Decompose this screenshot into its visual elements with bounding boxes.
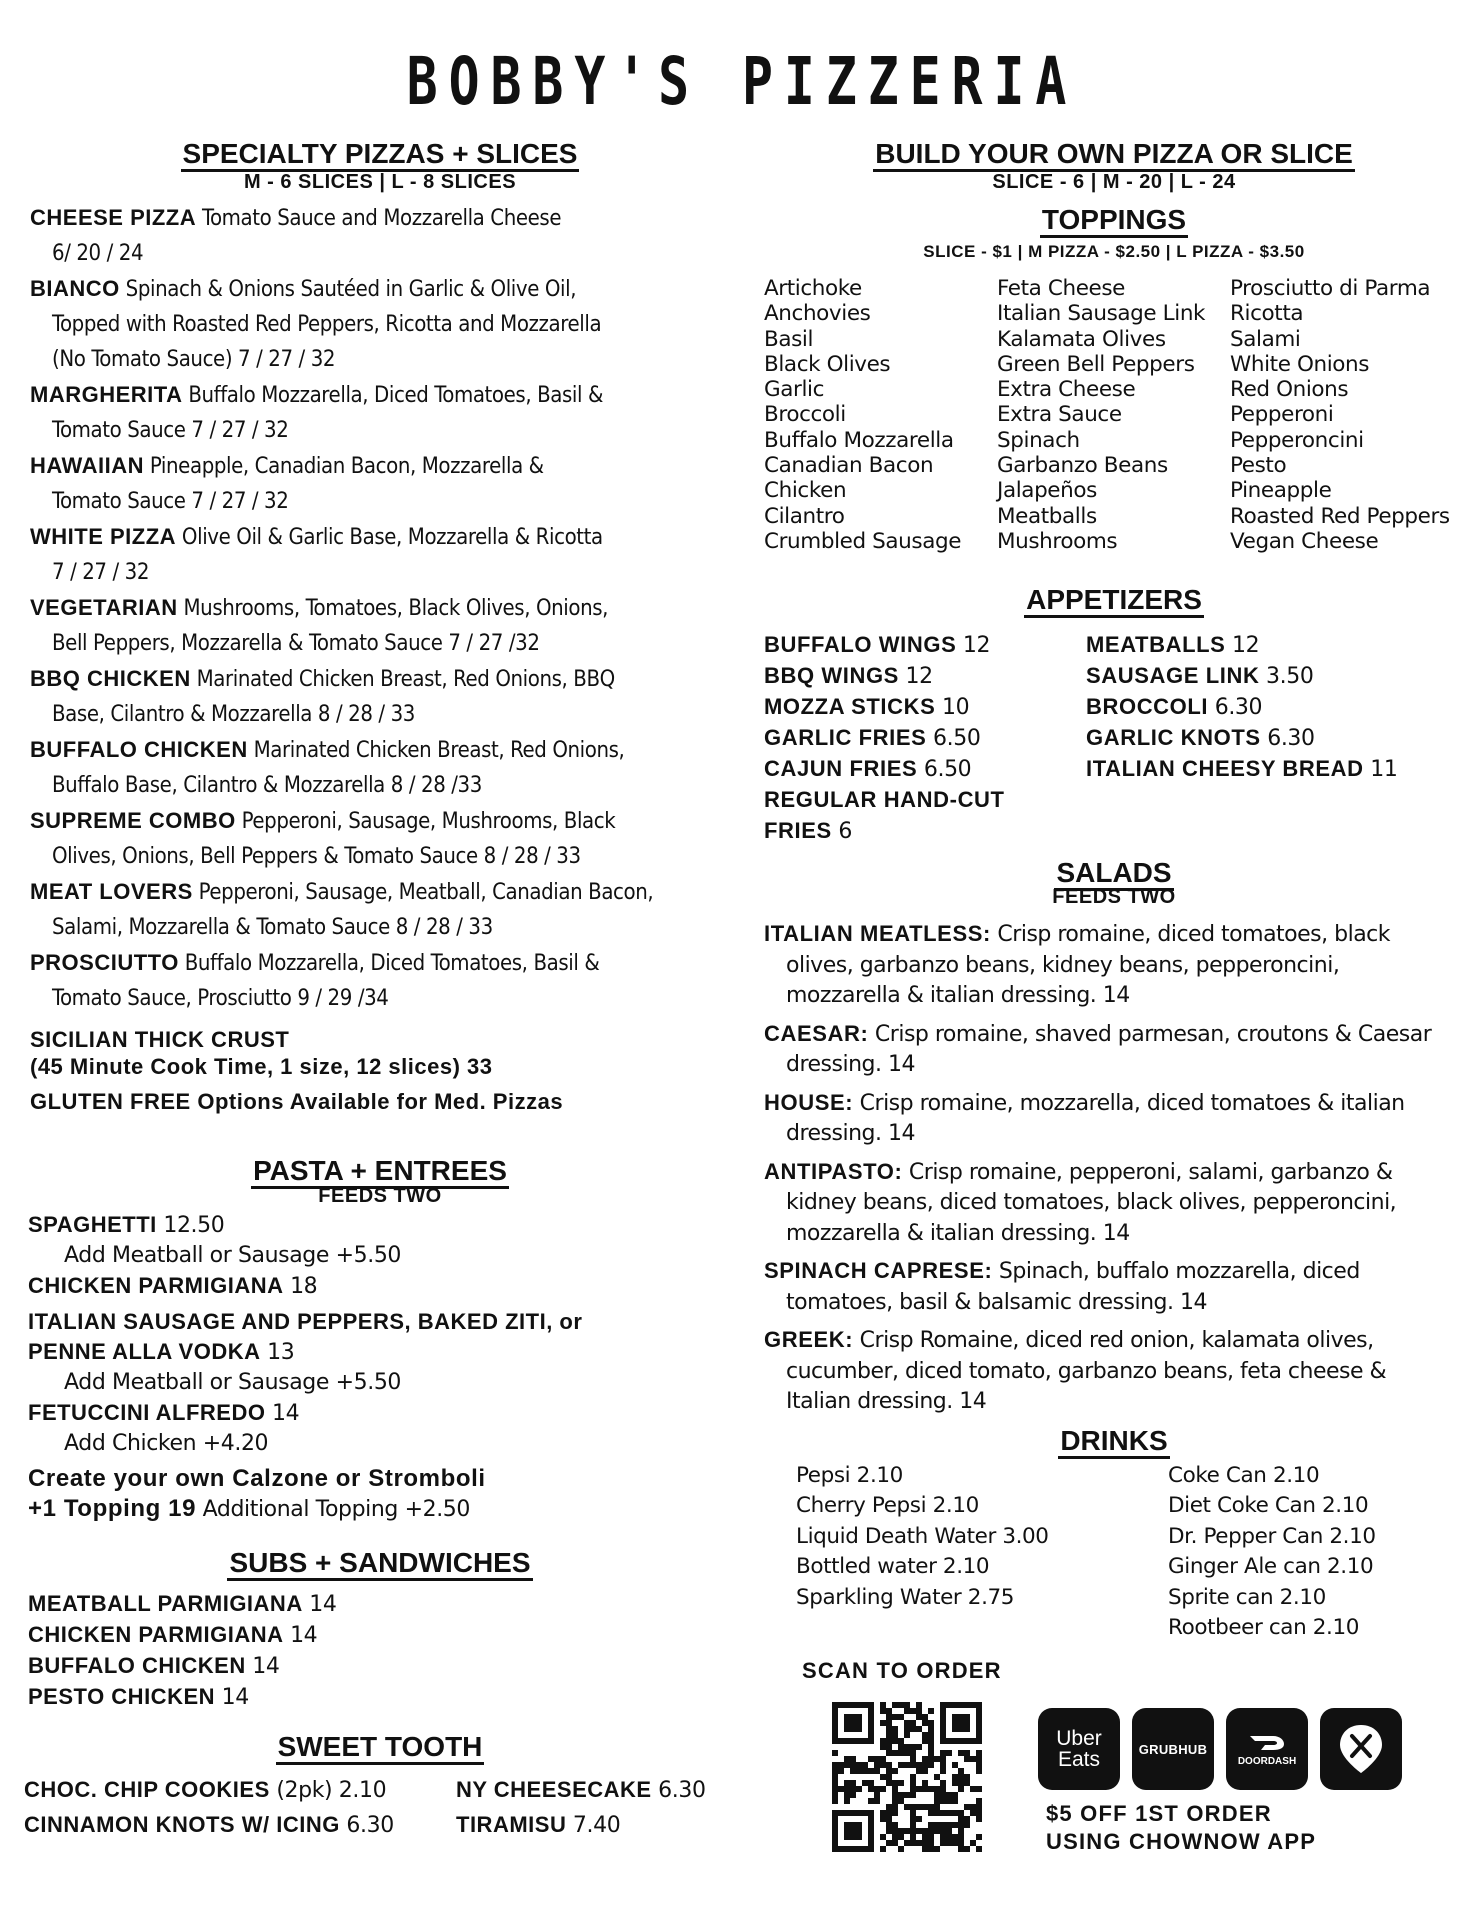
- calzone-item: Create your own Calzone or Stromboli: [28, 1464, 486, 1492]
- drink-item: Pepsi 2.10: [796, 1462, 903, 1488]
- sub-name: PESTO CHICKEN: [28, 1684, 216, 1710]
- sweet-header: SWEET TOOTH: [30, 1731, 730, 1763]
- sub-price: 14: [215, 1685, 249, 1711]
- pizza-item: [30, 874, 730, 945]
- salad-description: Crisp romaine, pepperoni, salami, garbanzo &: [902, 1159, 1393, 1185]
- salad-item: [764, 919, 1464, 1012]
- pizza-name: BBQ CHICKEN: [30, 666, 191, 691]
- topping-item: Extra Sauce: [997, 402, 1122, 428]
- pizza-item: [30, 200, 730, 271]
- appetizers-list: [764, 630, 1464, 847]
- drinks-list: [764, 1461, 1464, 1644]
- chownow-promo: $5 OFF 1ST ORDER USING CHOWNOW APP: [1046, 1801, 1317, 1854]
- gluten-free-note: GLUTEN FREE Options Available for Med. Pizzas: [30, 1089, 564, 1114]
- pizza-name: HAWAIIAN: [30, 453, 144, 478]
- pasta-item: SPAGHETTI 12.50: [28, 1212, 225, 1238]
- appetizer-name: GARLIC KNOTS: [1086, 725, 1261, 751]
- scan-to-order-label: SCAN TO ORDER: [802, 1658, 1002, 1683]
- salad-item: [764, 1325, 1464, 1418]
- sweet-list: [24, 1773, 730, 1843]
- pizza-description: Buffalo Mozzarella, Diced Tomatoes, Basil &: [178, 951, 600, 976]
- drink-item: Sprite can 2.10: [1168, 1584, 1326, 1610]
- pizza-name: MEAT LOVERS: [30, 879, 193, 904]
- drink-item: Coke Can 2.10: [1168, 1462, 1320, 1488]
- pizza-description: Pineapple, Canadian Bacon, Mozzarella &: [144, 454, 544, 479]
- pizza-name: WHITE PIZZA: [30, 524, 177, 549]
- pasta-addon: Add Meatball or Sausage +5.50: [64, 1243, 402, 1269]
- appetizer-price: 6: [831, 819, 852, 845]
- calzone-item: +1 Topping 19 Additional Topping +2.50: [28, 1494, 470, 1522]
- topping-item: Jalapeños: [997, 478, 1097, 504]
- topping-item: Garlic: [764, 377, 825, 403]
- pizza-list: [30, 200, 730, 1016]
- appetizer-item: [764, 630, 1086, 661]
- pizza-name: MARGHERITA: [30, 382, 183, 407]
- salad-description-line: kidney beans, diced tomatoes, black olives, pepperoncini,: [786, 1190, 1397, 1216]
- pasta-item: PENNE ALLA VODKA 13: [28, 1338, 295, 1365]
- appetizer-price: 10: [935, 695, 970, 721]
- appetizer-item: [764, 816, 1086, 847]
- salad-description: Crisp romaine, mozzarella, diced tomatoes & italian: [853, 1090, 1405, 1116]
- salad-name: ITALIAN MEATLESS:: [764, 921, 991, 947]
- appetizer-name: ITALIAN CHEESY BREAD: [1086, 756, 1364, 782]
- salad-description-line: olives, garbanzo beans, kidney beans, pepperoncini,: [786, 952, 1340, 978]
- appetizer-price: 6.50: [926, 726, 981, 752]
- pizza-description-line: Base, Cilantro & Mozzarella 8 / 28 / 33: [52, 702, 415, 727]
- salad-name: HOUSE:: [764, 1089, 854, 1115]
- pizza-description-line: Olives, Onions, Bell Peppers & Tomato Sauce 8 / 28 / 33: [52, 844, 581, 869]
- left-column: [24, 138, 730, 1843]
- drink-item: Liquid Death Water 3.00: [796, 1523, 1049, 1549]
- topping-item: Meatballs: [997, 503, 1097, 529]
- appetizer-name: FRIES: [764, 818, 832, 844]
- pizza-item: [30, 732, 730, 803]
- toppings-column: [1230, 276, 1463, 554]
- topping-item: White Onions: [1230, 351, 1370, 377]
- sweet-item: CHOC. CHIP COOKIES (2pk) 2.10: [24, 1777, 387, 1804]
- pizza-name: CHEESE PIZZA: [30, 205, 197, 230]
- salads-header: SALADS: [764, 857, 1464, 889]
- topping-item: Crumbled Sausage: [764, 528, 962, 554]
- topping-item: Basil: [764, 326, 814, 352]
- build-sizes: SLICE - 6 | M - 20 | L - 24: [992, 171, 1236, 193]
- drink-item: Rootbeer can 2.10: [1168, 1615, 1360, 1641]
- appetizer-price: 6.30: [1260, 726, 1315, 752]
- pasta-item: CHICKEN PARMIGIANA 18: [28, 1273, 318, 1300]
- pizza-description: Tomato Sauce and Mozzarella Cheese: [196, 206, 562, 231]
- specialty-header: SPECIALTY PIZZAS + SLICES: [30, 138, 730, 170]
- pizza-item: [30, 803, 730, 874]
- salad-description-line: tomatoes, basil & balsamic dressing. 14: [786, 1289, 1207, 1315]
- appetizer-item: [764, 723, 1086, 754]
- pasta-list: [28, 1210, 730, 1525]
- pizza-description-line: Buffalo Base, Cilantro & Mozzarella 8 / 28 /33: [52, 773, 482, 798]
- appetizer-name: SAUSAGE LINK: [1086, 663, 1260, 689]
- toppings-column: [764, 276, 997, 554]
- topping-item: Buffalo Mozzarella: [764, 427, 954, 453]
- pizza-description: Pepperoni, Sausage, Meatball, Canadian Bacon,: [192, 880, 654, 905]
- topping-item: Broccoli: [764, 402, 846, 428]
- salads-sub: FEEDS TWO: [1052, 886, 1176, 909]
- pizza-description-line: 6/ 20 / 24: [52, 241, 144, 266]
- appetizer-name: BBQ WINGS: [764, 663, 899, 689]
- uber-eats-icon[interactable]: Uber Eats: [1038, 1708, 1120, 1790]
- topping-item: Kalamata Olives: [997, 326, 1166, 352]
- pasta-item: ITALIAN SAUSAGE AND PEPPERS, BAKED ZITI, or: [28, 1308, 583, 1334]
- appetizer-name: GARLIC FRIES: [764, 725, 927, 751]
- salad-name: ANTIPASTO:: [764, 1158, 903, 1184]
- drink-item: Sparkling Water 2.75: [796, 1584, 1015, 1610]
- sub-item: [28, 1682, 730, 1713]
- topping-item: Cilantro: [764, 503, 845, 529]
- pizza-name: SUPREME COMBO: [30, 808, 236, 833]
- topping-item: Chicken: [764, 478, 847, 504]
- salad-description: Crisp romaine, diced tomatoes, black: [990, 922, 1391, 948]
- salad-item: [764, 1157, 1464, 1250]
- pizza-description-line: (No Tomato Sauce) 7 / 27 / 32: [52, 347, 336, 372]
- doordash-icon[interactable]: DOORDASH: [1226, 1708, 1308, 1790]
- sweet-item: CINNAMON KNOTS W/ ICING 6.30: [24, 1812, 394, 1839]
- salad-description: Crisp Romaine, diced red onion, kalamata olives,: [853, 1328, 1374, 1354]
- topping-item: Pesto: [1230, 453, 1287, 479]
- topping-item: Black Olives: [764, 351, 891, 377]
- pizza-item: [30, 377, 730, 448]
- pizza-description-line: Tomato Sauce, Prosciutto 9 / 29 /34: [52, 986, 389, 1011]
- sub-price: 14: [283, 1623, 318, 1649]
- appetizer-name: REGULAR HAND-CUT: [764, 787, 1005, 813]
- appetizer-price: 11: [1363, 757, 1398, 783]
- appetizer-price: 3.50: [1259, 664, 1314, 690]
- appetizers-header: APPETIZERS: [764, 584, 1464, 616]
- appetizer-name: CAJUN FRIES: [764, 756, 918, 782]
- appetizer-price: 6.50: [917, 757, 972, 783]
- pizza-description: Marinated Chicken Breast, Red Onions, BBQ: [190, 667, 615, 692]
- topping-item: Canadian Bacon: [764, 453, 934, 479]
- pizza-name: BUFFALO CHICKEN: [30, 737, 248, 762]
- drink-item: Diet Coke Can 2.10: [1168, 1493, 1369, 1519]
- sub-name: MEATBALL PARMIGIANA: [28, 1591, 303, 1617]
- toppings-header: TOPPINGS: [764, 204, 1464, 236]
- salad-description-line: cucumber, diced tomato, garbanzo beans, feta cheese &: [786, 1358, 1387, 1384]
- right-column: [764, 138, 1464, 1644]
- appetizer-item: [1086, 630, 1397, 661]
- appetizer-name: MEATBALLS: [1086, 632, 1226, 658]
- pizza-description: Olive Oil & Garlic Base, Mozzarella & Ricotta: [176, 525, 603, 550]
- topping-item: Artichoke: [764, 276, 862, 301]
- topping-item: Pepperoni: [1230, 402, 1334, 428]
- pizza-name: PROSCIUTTO: [30, 950, 179, 975]
- topping-item: Extra Cheese: [997, 377, 1136, 403]
- appetizer-price: 12: [956, 633, 991, 659]
- topping-item: Pineapple: [1230, 478, 1332, 504]
- appetizer-item: [1086, 661, 1397, 692]
- topping-item: Red Onions: [1230, 377, 1349, 403]
- pizza-item: [30, 661, 730, 732]
- pizza-description-line: Topped with Roasted Red Peppers, Ricotta and Mozzarella: [52, 312, 602, 337]
- salad-description-line: Italian dressing. 14: [786, 1389, 987, 1415]
- appetizer-name: BUFFALO WINGS: [764, 632, 957, 658]
- pizza-item: [30, 271, 730, 377]
- topping-item: Garbanzo Beans: [997, 453, 1168, 479]
- pizza-item: [30, 448, 730, 519]
- appetizer-name: BROCCOLI: [1086, 694, 1209, 720]
- salad-item: [764, 1019, 1464, 1081]
- appetizer-item: [1086, 692, 1397, 723]
- appetizer-price: 12: [1225, 633, 1260, 659]
- specialty-sizes: M - 6 SLICES | L - 8 SLICES: [243, 171, 517, 193]
- pizza-description: Spinach & Onions Sautéed in Garlic & Olive Oil,: [119, 277, 577, 302]
- salad-name: SPINACH CAPRESE:: [764, 1258, 993, 1284]
- appetizer-item: [764, 692, 1086, 723]
- build-header: BUILD YOUR OWN PIZZA OR SLICE: [764, 138, 1464, 170]
- pizza-description: Buffalo Mozzarella, Diced Tomatoes, Basil &: [182, 383, 604, 408]
- drink-item: Cherry Pepsi 2.10: [796, 1493, 979, 1519]
- sweet-item: TIRAMISU 7.40: [456, 1812, 621, 1839]
- salad-item: [764, 1088, 1464, 1150]
- pizza-name: VEGETARIAN: [30, 595, 178, 620]
- appetizer-name: MOZZA STICKS: [764, 694, 936, 720]
- sub-price: 14: [302, 1592, 337, 1618]
- topping-item: Vegan Cheese: [1230, 528, 1379, 554]
- pasta-addon: Add Meatball or Sausage +5.50: [64, 1370, 402, 1396]
- appetizer-item: [1086, 723, 1397, 754]
- sub-item: [28, 1589, 730, 1620]
- drink-item: Bottled water 2.10: [796, 1554, 990, 1580]
- fork-knife-pin-icon: [1331, 1719, 1391, 1779]
- appetizer-item: [764, 785, 1086, 816]
- pizza-description: Mushrooms, Tomatoes, Black Olives, Onions,: [177, 596, 609, 621]
- drinks-header: DRINKS: [764, 1425, 1464, 1457]
- salad-name: CAESAR:: [764, 1020, 869, 1046]
- topping-item: Green Bell Peppers: [997, 351, 1195, 377]
- drink-item: Ginger Ale can 2.10: [1168, 1554, 1374, 1580]
- grubhub-icon[interactable]: GRUBHUB: [1132, 1708, 1214, 1790]
- drink-item: Dr. Pepper Can 2.10: [1168, 1523, 1376, 1549]
- topping-item: Feta Cheese: [997, 276, 1125, 301]
- pizza-description-line: Bell Peppers, Mozzarella & Tomato Sauce 7 / 27 /32: [52, 631, 540, 656]
- appetizer-item: [764, 754, 1086, 785]
- sub-price: 14: [245, 1654, 280, 1680]
- salad-description-line: dressing. 14: [786, 1052, 915, 1078]
- chownow-icon[interactable]: [1320, 1708, 1402, 1790]
- pasta-header: PASTA + ENTREES: [30, 1155, 730, 1187]
- sub-item: [28, 1651, 730, 1682]
- pizza-description-line: Tomato Sauce 7 / 27 / 32: [52, 418, 289, 443]
- sweet-item: NY CHEESECAKE 6.30: [456, 1777, 706, 1804]
- topping-item: Mushrooms: [997, 528, 1118, 554]
- qr-code[interactable]: [832, 1702, 982, 1852]
- sub-item: [28, 1620, 730, 1651]
- toppings-prices: SLICE - $1 | M PIZZA - $2.50 | L PIZZA - $3.50: [923, 242, 1305, 261]
- doordash-logo-icon: [1247, 1732, 1287, 1752]
- appetizer-item: [764, 661, 1086, 692]
- pizza-description-line: Tomato Sauce 7 / 27 / 32: [52, 489, 289, 514]
- appetizer-item: [1086, 754, 1397, 785]
- topping-item: Spinach: [997, 427, 1080, 453]
- pizza-description: Pepperoni, Sausage, Mushrooms, Black: [235, 809, 616, 834]
- pizza-name: BIANCO: [30, 276, 120, 301]
- topping-item: Pepperoncini: [1230, 427, 1364, 453]
- sicilian-item: SICILIAN THICK CRUST (45 Minute Cook Time, 1 size, 12 slices) 33: [30, 1027, 493, 1079]
- pasta-item: FETUCCINI ALFREDO 14: [28, 1400, 300, 1427]
- topping-item: Salami: [1230, 326, 1301, 352]
- salad-description-line: mozzarella & italian dressing. 14: [786, 1220, 1130, 1246]
- toppings-column: [997, 276, 1230, 554]
- subs-header: SUBS + SANDWICHES: [30, 1547, 730, 1579]
- salad-item: [764, 1256, 1464, 1318]
- salad-description-line: mozzarella & italian dressing. 14: [786, 983, 1130, 1009]
- pizza-description: Marinated Chicken Breast, Red Onions,: [247, 738, 625, 763]
- subs-list: [28, 1589, 730, 1713]
- pizza-item: [30, 590, 730, 661]
- salad-description-line: dressing. 14: [786, 1121, 915, 1147]
- topping-item: Prosciutto di Parma: [1230, 276, 1431, 301]
- salads-list: [764, 919, 1464, 1418]
- topping-item: Ricotta: [1230, 301, 1304, 327]
- pizza-item: [30, 945, 730, 1016]
- pasta-addon: Add Chicken +4.20: [64, 1431, 269, 1457]
- pizza-item: [30, 519, 730, 590]
- restaurant-title: BOBBY'S PIZZERIA: [406, 43, 1078, 120]
- sub-name: BUFFALO CHICKEN: [28, 1653, 246, 1679]
- appetizer-price: 6.30: [1208, 695, 1263, 721]
- pasta-sub: FEEDS TWO: [318, 1185, 442, 1207]
- salad-description: Crisp romaine, shaved parmesan, croutons & Caesar: [868, 1021, 1432, 1047]
- topping-item: Roasted Red Peppers: [1230, 503, 1450, 529]
- pizza-description-line: Salami, Mozzarella & Tomato Sauce 8 / 28 / 33: [52, 915, 493, 940]
- toppings-grid: [764, 276, 1464, 554]
- salad-description: Spinach, buffalo mozzarella, diced: [992, 1259, 1360, 1285]
- topping-item: Anchovies: [764, 301, 871, 327]
- topping-item: Italian Sausage Link: [997, 301, 1206, 327]
- appetizer-price: 12: [898, 664, 933, 690]
- sub-name: CHICKEN PARMIGIANA: [28, 1622, 284, 1648]
- pizza-description-line: 7 / 27 / 32: [52, 560, 150, 585]
- salad-name: GREEK:: [764, 1327, 854, 1353]
